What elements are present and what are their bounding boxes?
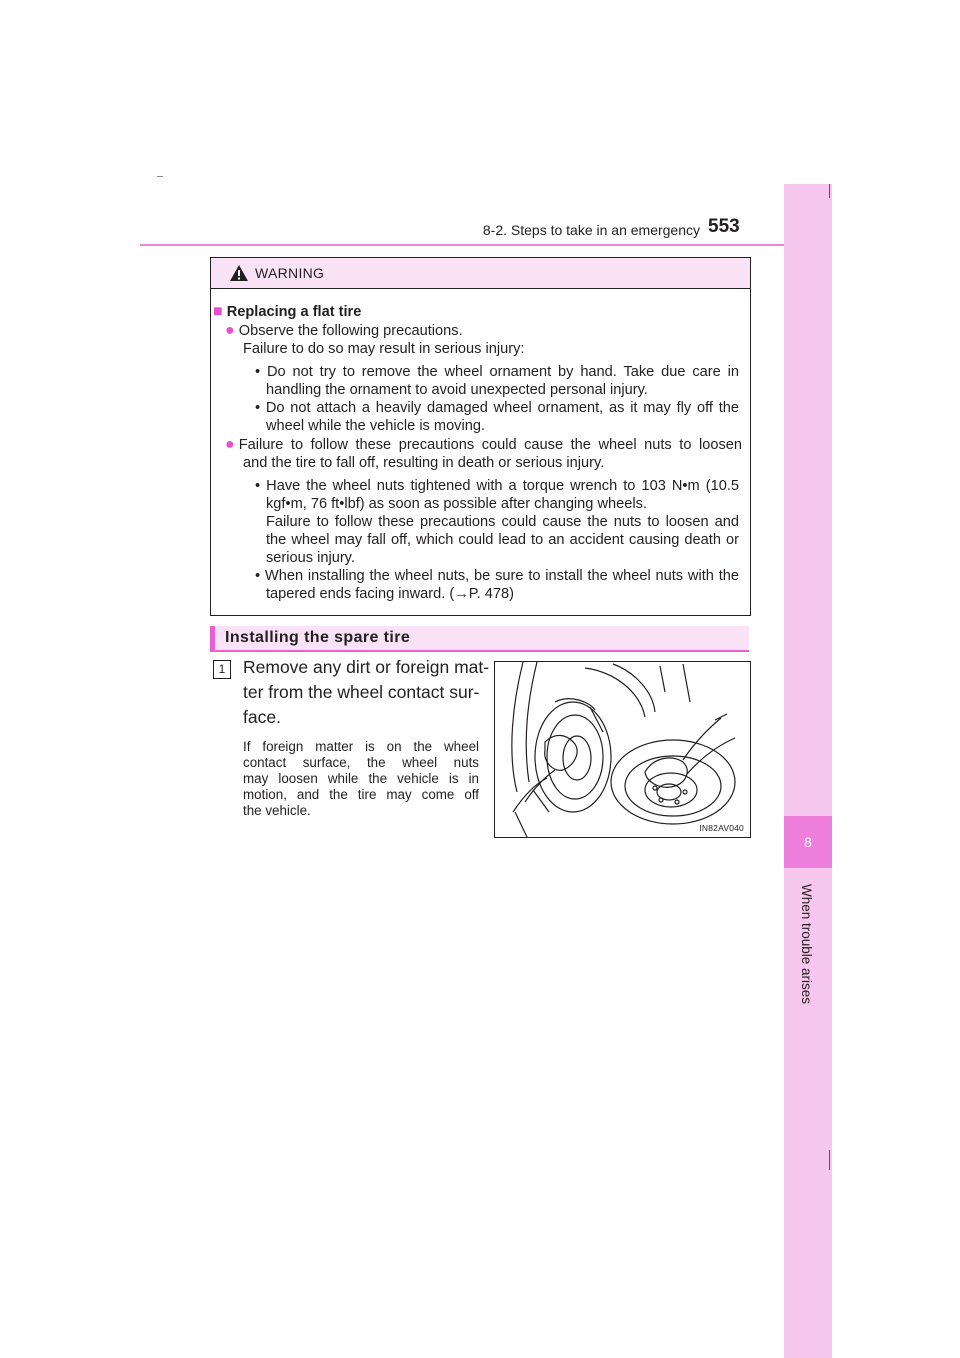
step-note-line: the vehicle.	[243, 803, 311, 818]
crop-mark	[829, 1150, 830, 1170]
wheel-hub-illustration	[495, 662, 750, 837]
paragraph-line: ● Observe the following precautions.	[225, 322, 463, 339]
step-note-line: If foreign matter is on the wheel	[243, 739, 479, 754]
crop-mark	[829, 184, 830, 198]
bullet-line: kgf•m, 76 ft•lbf) as soon as possible after changing wheels.	[266, 496, 647, 512]
warning-title: WARNING	[255, 265, 325, 281]
bullet-line: • Do not try to remove the wheel ornament by hand. Take due care in	[255, 364, 739, 380]
page-number: 553	[708, 216, 740, 237]
square-bullet-icon: ■	[213, 303, 223, 320]
bullet-line: Failure to follow these precautions could cause the nuts to loosen and	[266, 514, 739, 530]
step-text-line: face.	[243, 707, 281, 727]
crop-mark	[157, 176, 163, 177]
warning-header	[211, 258, 750, 289]
chapter-side-tab	[784, 184, 832, 1358]
circle-bullet-icon: ●	[225, 322, 235, 339]
bullet-line: tapered ends facing inward. (→P. 478)	[266, 586, 514, 602]
step-text-line: ter from the wheel contact sur-	[243, 682, 480, 702]
chapter-title-vertical	[797, 884, 819, 1014]
header-rule	[140, 244, 832, 246]
figure-id: IN82AV040	[699, 823, 744, 833]
bullet-line: handling the ornament to avoid unexpected personal injury.	[266, 382, 648, 398]
bullet-line: wheel while the vehicle is moving.	[266, 418, 486, 434]
step-text-line: Remove any dirt or foreign mat-	[243, 657, 490, 677]
wheel-cleaning-illustration	[494, 661, 751, 838]
bullet-line: • Have the wheel nuts tightened with a torque wrench to 103 N•m (10.5	[255, 478, 739, 494]
bullet-line: serious injury.	[266, 550, 355, 566]
step-note-line: motion, and the tire may come off	[243, 787, 479, 802]
paragraph-line: ● Failure to follow these precautions could cause the wheel nuts to loosen	[225, 436, 742, 453]
bullet-line: • When installing the wheel nuts, be sure to install the wheel nuts with the	[255, 568, 739, 584]
section-heading-text: Installing the spare tire	[225, 629, 411, 646]
warning-triangle-icon	[229, 264, 249, 282]
section-heading	[210, 626, 749, 652]
paragraph-line: and the tire to fall off, resulting in death or serious injury.	[243, 455, 605, 471]
bullet-line: the wheel may fall off, which could lead to an accident causing death or	[266, 532, 739, 548]
circle-bullet-icon: ●	[225, 436, 235, 453]
warning-heading: ■ Replacing a flat tire	[213, 303, 362, 320]
step-note-line: may loosen while the vehicle is in	[243, 771, 479, 786]
chapter-title: When trouble arises	[799, 884, 814, 1005]
paragraph-line: Failure to do so may result in serious injury:	[243, 341, 525, 357]
warning-box	[210, 257, 751, 616]
chapter-number: 8	[804, 834, 812, 850]
section-title: 8-2. Steps to take in an emergency	[482, 222, 700, 238]
step-number-box: 1	[213, 660, 231, 679]
chapter-number-tab[interactable]	[784, 816, 832, 868]
step-note-line: contact surface, the wheel nuts	[243, 755, 479, 770]
bullet-line: • Do not attach a heavily damaged wheel ornament, as it may fly off the	[255, 400, 739, 416]
